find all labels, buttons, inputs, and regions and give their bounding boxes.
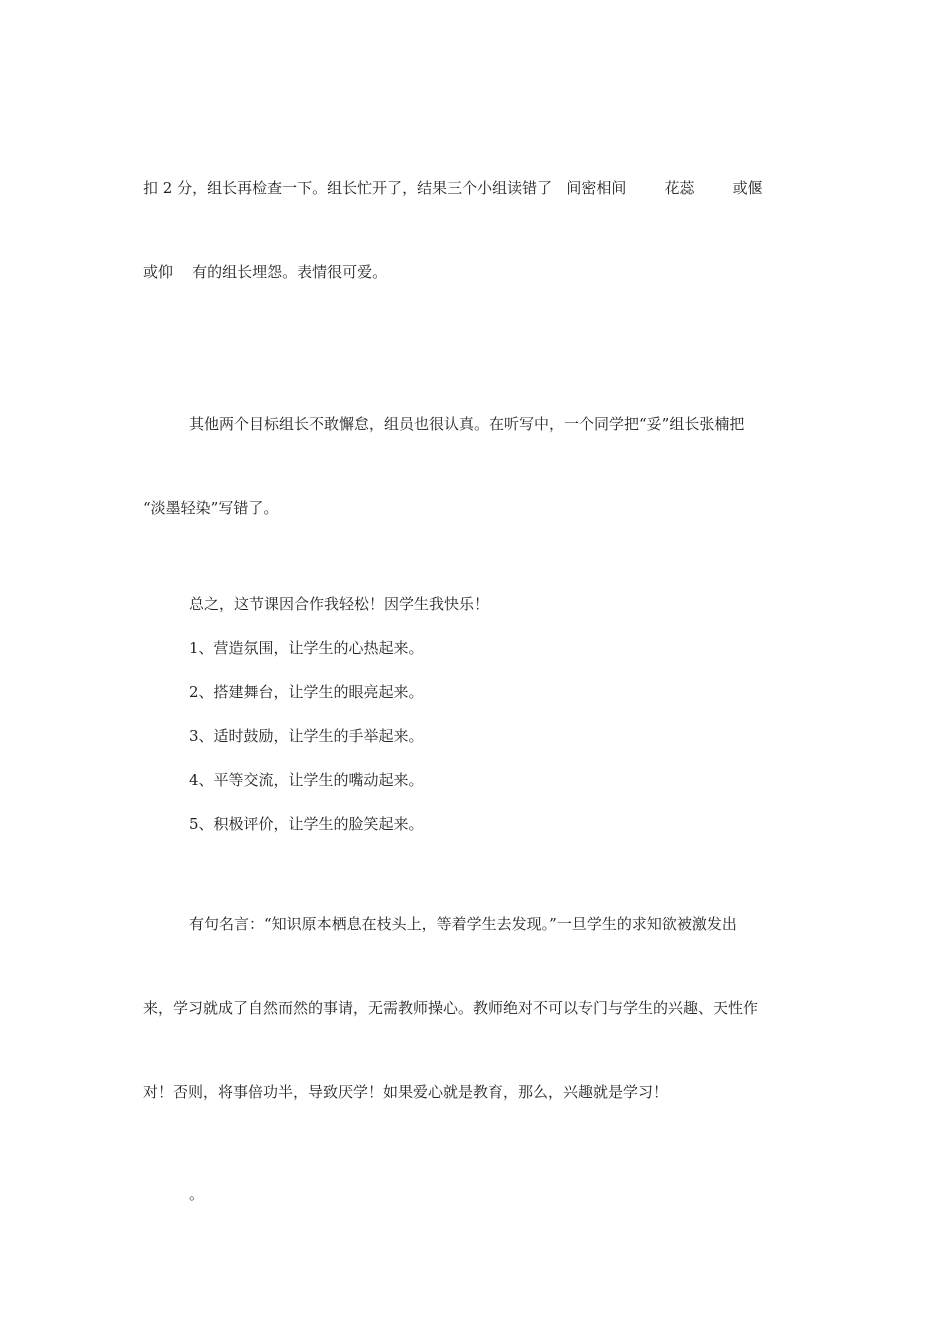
paragraph-summary: 总之，这节课因合作我轻松！因学生我快乐！ [189, 595, 490, 613]
text-line: 扣 2 分，组长再检查一下。组长忙开了，结果三个小组读错了 间密相间 花蕊 或偃 [143, 179, 763, 197]
text-line: “淡墨轻染”写错了。 [143, 499, 279, 517]
list-item: 1、营造氛围，让学生的心热起来。 [189, 639, 424, 657]
text-line: 其他两个目标组长不敢懈怠，组员也很认真。在听写中，一个同学把“妥”组长张楠把 [189, 415, 745, 433]
list-item: 5、积极评价，让学生的脸笑起来。 [189, 815, 424, 833]
text-line: 来，学习就成了自然而然的事请，无需教师操心。教师绝对不可以专门与学生的兴趣、天性作 [143, 999, 759, 1017]
text-line: 或仰 有的组长埋怨。表情很可爱。 [143, 263, 388, 281]
list-item: 2、搭建舞台，让学生的眼亮起来。 [189, 683, 424, 701]
paragraph-dictation [143, 354, 807, 578]
list-item: 3、适时鼓励，让学生的手举起来。 [189, 727, 424, 745]
paragraph-group-reading [143, 118, 807, 342]
closing-mark: 。 [189, 1185, 205, 1203]
list-item: 4、平等交流，让学生的嘴动起来。 [189, 771, 424, 789]
document-page [143, 118, 807, 1224]
text-line: 对！否则，将事倍功半，导致厌学！如果爱心就是教育，那么，兴趣就是学习！ [143, 1083, 669, 1101]
text-line: 有句名言：“知识原本栖息在枝头上，等着学生去发现。”一旦学生的求知欲被激发出 [189, 915, 737, 933]
paragraph-quote [143, 854, 807, 1162]
